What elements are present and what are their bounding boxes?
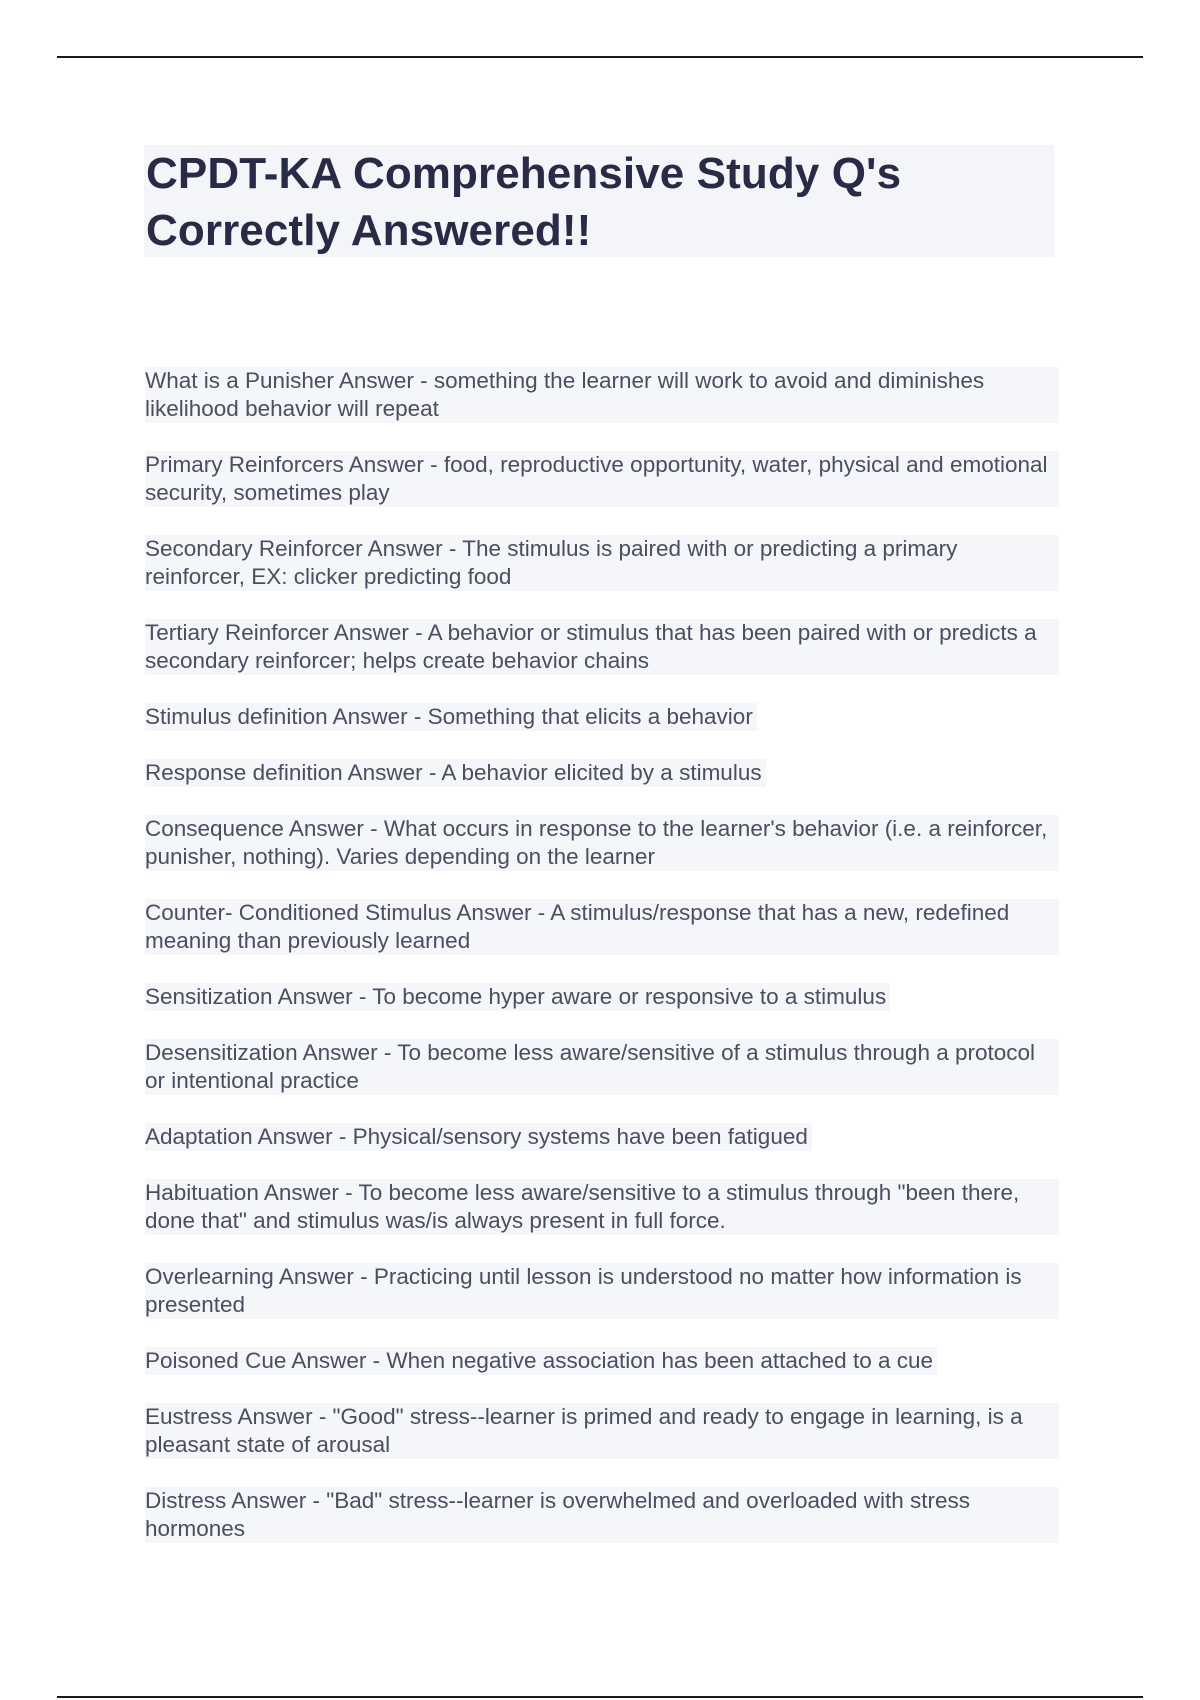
qa-item-counter-conditioned: Counter- Conditioned Stimulus Answer - A stimulus/response that has a new, redefined meaning than previously learned [145,899,1059,955]
qa-list [145,367,1065,1571]
qa-item-distress: Distress Answer - "Bad" stress--learner is overwhelmed and overloaded with stress hormones [145,1487,1059,1543]
footer-rule [57,1696,1143,1698]
qa-item-adaptation: Adaptation Answer - Physical/sensory systems have been fatigued [145,1123,812,1151]
qa-item-poisoned-cue: Poisoned Cue Answer - When negative association has been attached to a cue [145,1347,937,1375]
qa-item-response: Response definition Answer - A behavior elicited by a stimulus [145,759,766,787]
qa-item-punisher: What is a Punisher Answer - something the learner will work to avoid and diminishes likelihood behavior will repeat [145,367,1059,423]
qa-item-eustress: Eustress Answer - "Good" stress--learner is primed and ready to engage in learning, is a pleasant state of arousal [145,1403,1059,1459]
document-title: CPDT-KA Comprehensive Study Q's Correctly Answered!! [146,149,902,255]
qa-item-habituation: Habituation Answer - To become less aware/sensitive to a stimulus through "been there, done that" and stimulus was/is always present in full force. [145,1179,1059,1235]
header-rule [57,56,1143,58]
qa-item-secondary-reinforcer: Secondary Reinforcer Answer - The stimulus is paired with or predicting a primary reinforcer, EX: clicker predicting food [145,535,1059,591]
qa-item-tertiary-reinforcer: Tertiary Reinforcer Answer - A behavior or stimulus that has been paired with or predicts a secondary reinforcer; helps create behavior chains [145,619,1059,675]
qa-item-desensitization: Desensitization Answer - To become less aware/sensitive of a stimulus through a protocol or intentional practice [145,1039,1059,1095]
qa-item-sensitization: Sensitization Answer - To become hyper aware or responsive to a stimulus [145,983,890,1011]
qa-item-stimulus: Stimulus definition Answer - Something that elicits a behavior [145,703,757,731]
qa-item-overlearning: Overlearning Answer - Practicing until lesson is understood no matter how information is presented [145,1263,1059,1319]
qa-item-consequence: Consequence Answer - What occurs in response to the learner's behavior (i.e. a reinforcer, punisher, nothing). Varies depending on the learner [145,815,1059,871]
qa-item-primary-reinforcers: Primary Reinforcers Answer - food, reproductive opportunity, water, physical and emotional security, sometimes play [145,451,1059,507]
title-block [144,145,1054,257]
